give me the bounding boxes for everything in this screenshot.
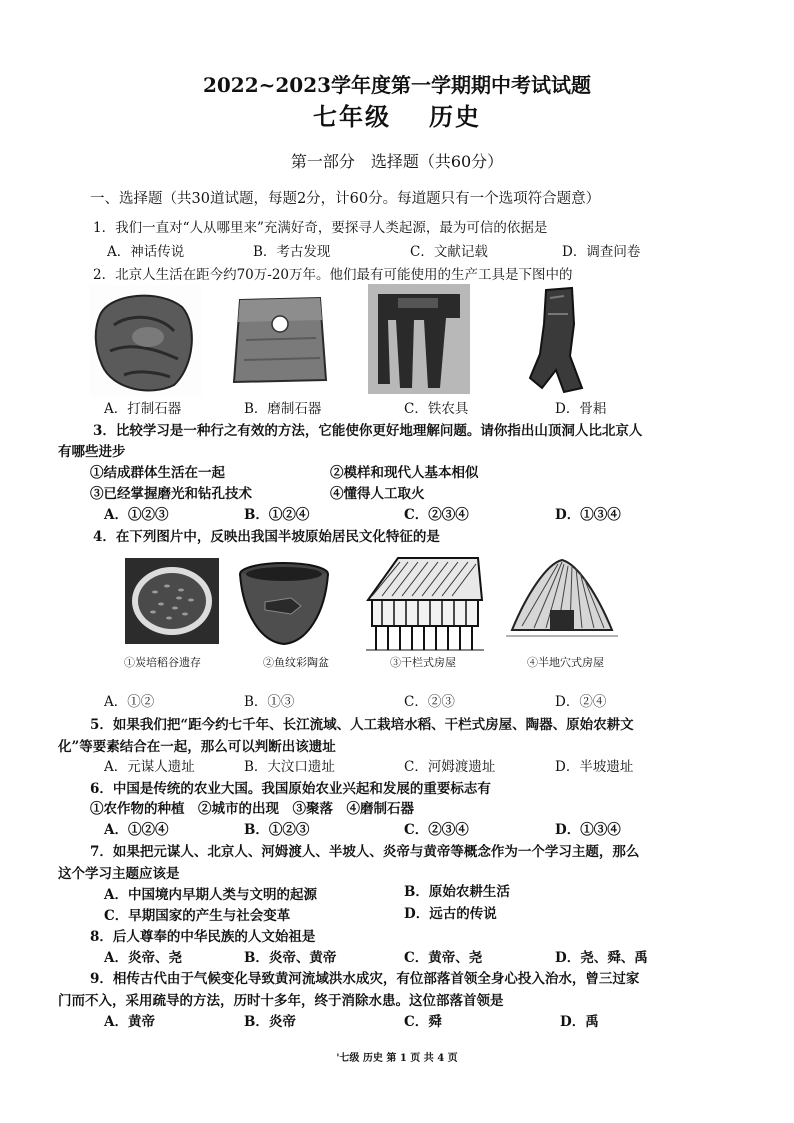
bone-spade-image [516, 284, 588, 396]
q5-option-c: C．河姆渡遗址 [404, 759, 496, 775]
q1-option-b: B．考古发现 [253, 244, 331, 260]
semi-subterranean-house-image [506, 556, 618, 650]
q3-item-3: ③已经掌握磨光和钻孔技术 [90, 486, 252, 502]
q9-option-b: B．炎帝 [244, 1014, 296, 1030]
q6-option-b: B．①②③ [244, 822, 310, 838]
chipped-stone-tool-image [90, 285, 202, 397]
grade-subject-heading [0, 102, 794, 131]
q4-caption-1: ①炭培稻谷遗存 [124, 656, 201, 669]
question-9-stem-line2: 门而不入，采用疏导的方法，历时十多年，终于消除水患。这位部落首领是 [58, 993, 504, 1009]
q9-option-a: A．黄帝 [104, 1014, 155, 1030]
q3-option-d: D．①③④ [555, 507, 621, 523]
q4-option-b: B．①③ [244, 694, 295, 710]
q2-option-d: D．骨耜 [555, 401, 607, 417]
question-5-stem-line2: 化”等要素结合在一起，那么可以判断出该遗址 [58, 739, 336, 755]
q6-items: ①农作物的种植 ②城市的出现 ③聚落 ④磨制石器 [90, 801, 414, 817]
q6-option-d: D．①③④ [555, 822, 621, 838]
q1-option-c: C．文献记载 [410, 244, 488, 260]
q4-option-d: D．②④ [555, 694, 607, 710]
q1-option-d: D．调查问卷 [562, 244, 641, 260]
q8-option-d: D．尧、舜、禹 [555, 950, 648, 966]
question-7-stem-line2: 这个学习主题应该是 [58, 866, 180, 882]
q4-option-c: C．②③ [404, 694, 455, 710]
fish-pattern-pottery-basin-image [235, 558, 333, 650]
question-2-stem: 2．北京人生活在距今约70万-20万年。他们最有可能使用的生产工具是下图中的 [93, 267, 573, 283]
q4-option-a: A．①② [104, 694, 155, 710]
q2-option-c: C．铁农具 [404, 401, 469, 417]
question-1-stem: 1．我们一直对“人从哪里来”充满好奇，要探寻人类起源，最为可信的依据是 [93, 220, 548, 236]
q7-option-b: B．原始农耕生活 [404, 884, 510, 900]
question-5-stem-line1: 5．如果我们把“距今约七千年、长江流域、人工栽培水稻、干栏式房屋、陶器、原始农耕文 [90, 717, 634, 733]
q4-caption-2: ②鱼纹彩陶盆 [263, 656, 329, 669]
q5-option-d: D．半坡遗址 [555, 759, 634, 775]
part-heading: 第一部分 选择题（共60分） [290, 152, 504, 171]
q9-option-c: C．舜 [404, 1014, 442, 1030]
stilt-house-image [358, 552, 488, 654]
q7-option-a: A．中国境内早期人类与文明的起源 [104, 887, 317, 903]
q6-option-c: C．②③④ [404, 822, 469, 838]
question-8-stem: 8．后人尊奉的中华民族的人文始祖是 [90, 929, 316, 945]
q8-option-b: B．炎帝、黄帝 [244, 950, 337, 966]
q9-option-d: D．禹 [560, 1014, 599, 1030]
q3-option-c: C．②③④ [404, 507, 469, 523]
grade-label: 七年级 [313, 102, 391, 131]
q4-caption-3: ③干栏式房屋 [390, 656, 456, 669]
q3-item-1: ①结成群体生活在一起 [90, 465, 225, 481]
q8-option-a: A．炎帝、尧 [104, 950, 182, 966]
exam-title: 2022~2023学年度第一学期期中考试试题 [202, 73, 592, 97]
question-6-stem: 6．中国是传统的农业大国。我国原始农业兴起和发展的重要标志有 [90, 781, 491, 797]
charred-rice-image [125, 558, 219, 644]
q6-option-a: A．①②④ [104, 822, 169, 838]
q7-option-c: C．早期国家的产生与社会变革 [104, 908, 291, 924]
q2-option-b: B．磨制石器 [244, 401, 322, 417]
iron-farm-tool-image [368, 284, 470, 394]
subject-label: 历史 [429, 102, 481, 131]
q1-option-a: A．神话传说 [107, 244, 185, 260]
page-footer: '七级 历史 第 1 页 共 4 页 [336, 1053, 458, 1064]
q3-item-4: ④懂得人工取火 [330, 486, 425, 502]
question-9-stem-line1: 9．相传古代由于气候变化导致黄河流域洪水成灾，有位部落首领全身心投入治水，曾三过家 [90, 971, 640, 987]
q3-option-a: A．①②③ [104, 507, 169, 523]
section-instruction: 一、选择题（共30道试题，每题2分，计60分。每道题只有一个选项符合题意） [90, 191, 601, 207]
question-7-stem-line1: 7．如果把元谋人、北京人、河姆渡人、半坡人、炎帝与黄帝等概念作为一个学习主题，那么 [90, 844, 640, 860]
q2-option-a: A．打制石器 [104, 401, 182, 417]
q7-option-d: D．远古的传说 [404, 906, 497, 922]
question-3-stem-line2: 有哪些进步 [58, 444, 126, 460]
question-3-stem-line1: 3．比较学习是一种行之有效的方法，它能使你更好地理解问题。请你指出山顶洞人比北京人 [93, 423, 643, 439]
q3-item-2: ②模样和现代人基本相似 [330, 465, 479, 481]
q5-option-b: B．大汶口遗址 [244, 759, 335, 775]
q5-option-a: A．元谋人遗址 [104, 759, 195, 775]
question-4-stem: 4．在下列图片中，反映出我国半坡原始居民文化特征的是 [93, 529, 440, 545]
q8-option-c: C．黄帝、尧 [404, 950, 483, 966]
q3-option-b: B．①②④ [244, 507, 310, 523]
polished-stone-tool-image [226, 290, 334, 390]
q4-caption-4: ④半地穴式房屋 [527, 656, 604, 669]
